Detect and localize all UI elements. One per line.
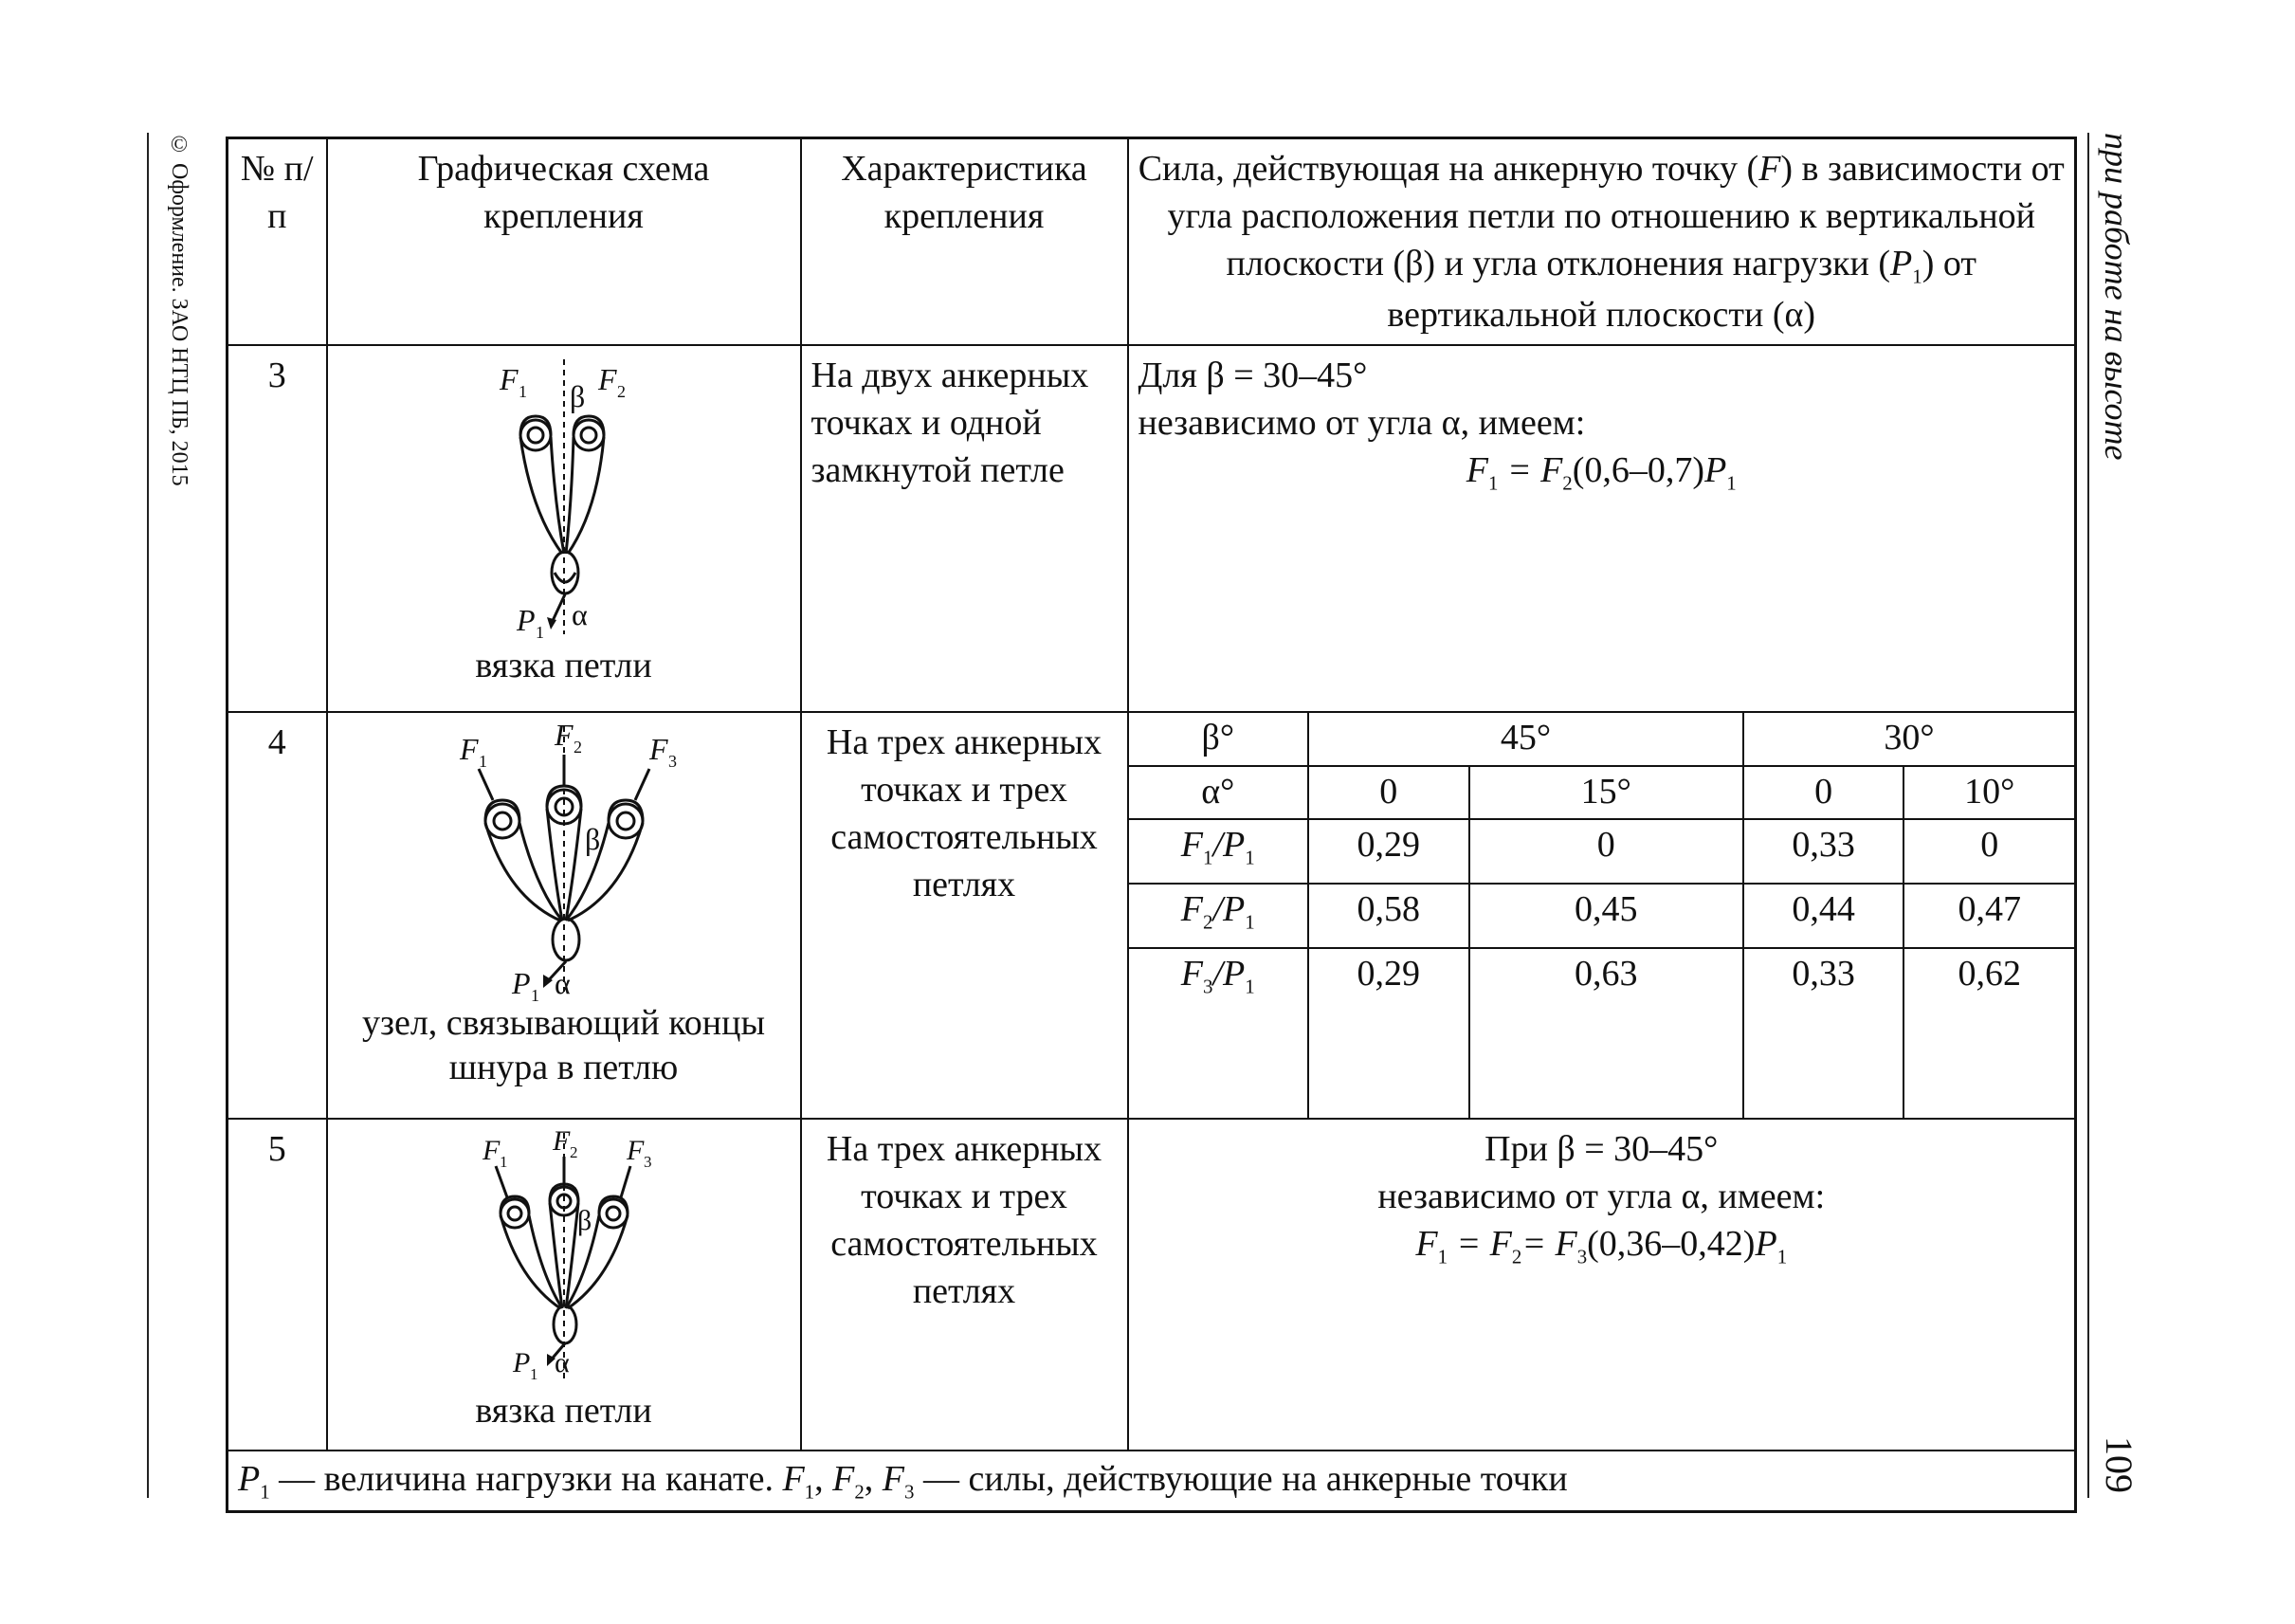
- table-row: [228, 712, 2076, 1119]
- header-force: [1128, 138, 2076, 345]
- schema-cell: [327, 345, 801, 712]
- ratio-row: [1129, 948, 2075, 1118]
- schema-caption: вязка петли: [475, 1390, 652, 1431]
- running-header: при работе на высоте: [2098, 133, 2136, 461]
- characteristic-cell: На двух анкерных точках и одной замкнутой петле: [801, 345, 1128, 712]
- characteristic-cell: На трех анкерных точках и трех самостоятельных петлях: [801, 1119, 1128, 1451]
- footnote: $P_1$ — величина нагрузки на канате. $F_1$, $F_2$, $F_3$ — силы, действующие на анкерные точки: [228, 1451, 2076, 1511]
- ratio-value: 0,29: [1308, 819, 1469, 884]
- ratio-label: $F_3/P_1$: [1129, 948, 1309, 1118]
- f1-label: F: [499, 361, 519, 396]
- row-number: 3: [228, 345, 327, 712]
- svg-text:1: 1: [518, 381, 527, 401]
- alpha-row: [1129, 766, 2075, 819]
- ratio-value: 0,33: [1743, 948, 1904, 1118]
- force-note: независимо от угла α, имеем:: [1377, 1176, 1826, 1216]
- header-number: № п/п: [228, 138, 327, 345]
- svg-text:1: 1: [499, 1152, 507, 1171]
- svg-text:2: 2: [569, 1142, 577, 1161]
- svg-text:1: 1: [530, 985, 539, 1001]
- copyright-text: © Оформление. ЗАО НТЦ ПБ, 2015: [167, 133, 191, 486]
- beta-30: 30°: [1743, 713, 2074, 766]
- force-formula: $F_1 = F_2(0,6-0,7)P_1$: [1466, 449, 1737, 495]
- schema-cell: [327, 1119, 801, 1451]
- ratio-row: [1129, 819, 2075, 884]
- beta-label: β: [569, 378, 585, 413]
- alpha-value: 10°: [1903, 766, 2074, 819]
- ratio-value: 0,44: [1743, 884, 1904, 948]
- force-coefficients-table: [1129, 713, 2075, 1118]
- schema-caption: узел, связывающий концы шнура в петлю: [361, 1002, 766, 1088]
- ratio-label: $F_1/P_1$: [1129, 819, 1309, 884]
- svg-text:1: 1: [478, 751, 487, 771]
- three-loop-knot-diagram: [450, 1123, 678, 1389]
- footnote-row: [228, 1451, 2076, 1511]
- alpha-value: 0: [1308, 766, 1469, 819]
- beta-header: β°: [1129, 713, 1309, 766]
- characteristic-cell: На трех анкерных точках и трех самостоятельных петлях: [801, 712, 1128, 1119]
- force-formula: $F_1 = F_2= F_3(0,36-0,42)P_1$: [1415, 1223, 1788, 1268]
- header-schema: Графическая схема крепления: [327, 138, 801, 345]
- svg-text:2: 2: [616, 381, 626, 401]
- two-anchor-loop-diagram: [441, 350, 687, 644]
- f3-label: F: [648, 731, 668, 766]
- force-note: независимо от угла α, имеем:: [1138, 402, 1586, 443]
- beta-label: β: [584, 821, 600, 856]
- svg-text:3: 3: [643, 1152, 651, 1171]
- svg-text:1: 1: [529, 1364, 537, 1383]
- row-number: 5: [228, 1119, 327, 1451]
- row-number: 4: [228, 712, 327, 1119]
- f2-label: F: [554, 717, 574, 752]
- anchor-attachment-table: [226, 137, 2077, 1513]
- ratio-value: 0: [1903, 819, 2074, 884]
- p1-label: P: [512, 1346, 530, 1378]
- beta-row: [1129, 713, 2075, 766]
- ratio-value: 0,63: [1469, 948, 1743, 1118]
- header-characteristic: Характеристика крепления: [801, 138, 1128, 345]
- beta-label: β: [576, 1204, 592, 1236]
- ratio-value: 0,62: [1903, 948, 2074, 1118]
- alpha-value: 15°: [1469, 766, 1743, 819]
- beta-45: 45°: [1308, 713, 1743, 766]
- left-margin-rule: [147, 133, 149, 1498]
- alpha-label: α: [554, 1346, 570, 1378]
- right-margin-rule: [2087, 133, 2089, 1498]
- alpha-value: 0: [1743, 766, 1904, 819]
- schema-caption: вязка петли: [475, 645, 652, 685]
- alpha-label: α: [571, 596, 588, 631]
- svg-text:2: 2: [573, 737, 582, 757]
- page-number: 109: [2098, 1436, 2140, 1493]
- table-row: [228, 345, 2076, 712]
- ratio-value: 0,33: [1743, 819, 1904, 884]
- f3-label: F: [626, 1134, 644, 1166]
- table-header-row: [228, 138, 2076, 345]
- three-anchor-loop-diagram: [422, 717, 706, 1001]
- f2-label: F: [552, 1124, 570, 1157]
- p1-label: P: [516, 602, 536, 637]
- schema-cell: [327, 712, 801, 1119]
- ratio-value: 0,47: [1903, 884, 2074, 948]
- ratio-value: 0,58: [1308, 884, 1469, 948]
- alpha-label: α: [554, 965, 571, 1000]
- ratio-value: 0,29: [1308, 948, 1469, 1118]
- force-cell: [1128, 1119, 2076, 1451]
- f2-label: F: [597, 361, 617, 396]
- ratio-value: 0,45: [1469, 884, 1743, 948]
- header-force-text: Сила, действующая на анкерную точку (F) в зависимости от угла расположения петли по отношению к вертикальной плоскости (β) и угла отклонения нагрузки $(P_1)$ от вертикальной плоскости (α): [1138, 149, 2065, 335]
- force-cell: [1128, 345, 2076, 712]
- f1-label: F: [459, 731, 479, 766]
- force-condition: Для β = 30–45°: [1138, 355, 1368, 395]
- svg-text:1: 1: [535, 622, 544, 642]
- p1-label: P: [511, 965, 531, 1000]
- ratio-label: $F_2/P_1$: [1129, 884, 1309, 948]
- force-coefficients-cell: [1128, 712, 2076, 1119]
- alpha-header: α°: [1129, 766, 1309, 819]
- ratio-row: [1129, 884, 2075, 948]
- force-condition: При β = 30–45°: [1484, 1128, 1719, 1169]
- table-row: [228, 1119, 2076, 1451]
- f1-label: F: [482, 1134, 500, 1166]
- ratio-value: 0: [1469, 819, 1743, 884]
- svg-text:3: 3: [667, 751, 677, 771]
